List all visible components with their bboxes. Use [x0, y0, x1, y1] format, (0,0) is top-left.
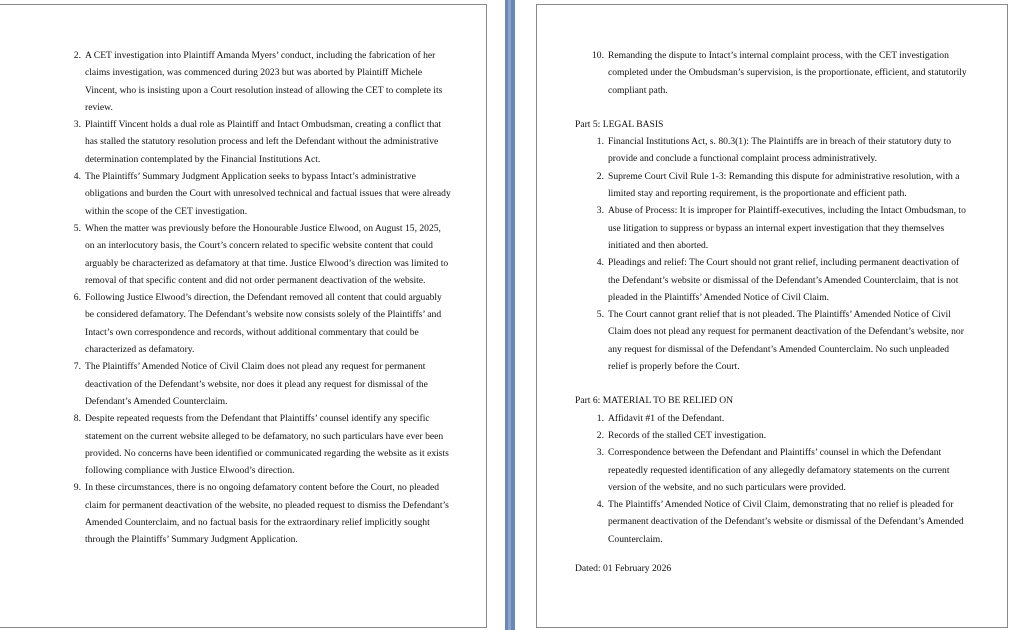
continued-paragraph-list [590, 47, 971, 99]
list-item-number: 6. [73, 292, 81, 304]
list-item-text: Financial Institutions Act, s. 80.3(1): The Plaintiffs are in breach of their statutory duty to provide and conclude a functional complaint process administratively. [608, 136, 952, 165]
list-item [67, 410, 451, 479]
list-item-text: Correspondence between the Defendant and Plaintiffs’ counsel in which the Defendant repeatedly requested identification of any allegedly defamatory statements on the current version of the website, and no such particulars were provided. [608, 447, 950, 493]
list-item-text: A CET investigation into Plaintiff Amanda Myers’ conduct, including the fabrication of her claims investigation, was commenced during 2023 but was aborted by Plaintiff Michele Vincent, who is insisting upon a Court resolution instead of allowing the CET to complete its review. [85, 50, 443, 113]
list-item-number: 4. [73, 171, 81, 183]
list-item-text: Supreme Court Civil Rule 1-3: Remanding this dispute for administrative resolution, with a limited stay and reporting requirement, is the proportionate and efficient path. [608, 170, 960, 200]
list-item-number: 2. [73, 50, 81, 61]
list-item-number: 3. [596, 205, 604, 217]
list-item-text: The Plaintiffs’ Amended Notice of Civil Claim does not plead any request for permanent deactivation of the Defendant’s website, nor does it plead any request for dismissal of the Defendant’s Amended Counterclaim. [85, 361, 428, 407]
document-page-right [536, 4, 1008, 628]
list-item-text: The Plaintiffs’ Summary Judgment Application seeks to bypass Intact’s administrative obligations and burden the Court with unresolved technical and factual issues that were already within the scope of the CET investigation. [85, 171, 451, 217]
list-item-text: Despite repeated requests from the Defendant that Plaintiffs’ counsel identify any specific statement on the current website alleged to be defamatory, no such particulars have ever been provided. No concerns have been identified or communicated regarding the website as it exists following compliance with Justice Elwood’s direction. [85, 413, 449, 477]
legal-basis-list [590, 133, 971, 375]
list-item-text: Following Justice Elwood’s direction, the Defendant removed all content that could arguably be considered defamatory. The Defendant’s website now consists solely of the Plaintiffs’ and Intact’s own correspondence and records, without additional commentary that could be characterized as defamatory. [85, 292, 442, 356]
list-item-text: Affidavit #1 of the Defendant. [608, 412, 725, 424]
list-item-text: Pleadings and relief: The Court should not grant relief, including permanent deactivation of the Defendant’s website or dismissal of the Defendant’s Amended Counterclaim, that is not pleaded in the Plaintiffs’ Amended Notice of Civil Claim. [608, 257, 960, 303]
page-right-content [575, 47, 971, 577]
list-item [590, 254, 971, 306]
list-item [590, 133, 971, 168]
list-item-text: In these circumstances, there is no ongoing defamatory content before the Court, no pleaded claim for permanent deactivation of the website, no pleaded request to dismiss the Defendant’s Amended Counterclaim, and no factual basis for the extraordinary relief implicitly sought through the Plaintiffs’ Summary Judgment Application. [85, 482, 449, 546]
list-item [590, 410, 971, 427]
list-item [590, 168, 971, 203]
list-item [67, 289, 451, 358]
list-item-number: 1. [596, 136, 604, 148]
list-item [590, 47, 971, 99]
part5-heading: Part 5: LEGAL BASIS [575, 118, 664, 130]
list-item-number: 2. [596, 429, 604, 441]
list-item [590, 444, 971, 496]
list-item-number: 2. [596, 170, 604, 182]
list-item [67, 358, 451, 410]
list-item [67, 220, 451, 289]
material-relied-on-list [590, 410, 971, 548]
list-item [67, 116, 451, 168]
list-item-text: Records of the stalled CET investigation. [608, 429, 767, 441]
list-item-number: 3. [596, 447, 604, 459]
list-item-text: When the matter was previously before the Honourable Justice Elwood, on August 15, 2025, on an interlocutory basis, the Court’s concern related to specific website content that could arguably be characterized as defamatory at that time. Justice Elwood’s direction was limited to removal of that specific content and did not order permanent deactivation of the website. [85, 222, 449, 286]
list-item-number: 10. [592, 50, 604, 61]
list-item-number: 5. [73, 222, 81, 234]
dated-line: Dated: 01 February 2026 [575, 563, 672, 575]
list-item [67, 47, 451, 116]
list-item-number: 9. [73, 482, 81, 494]
list-item-text: The Plaintiffs’ Amended Notice of Civil Claim, demonstrating that no relief is pleaded for permanent deactivation of the Defendant’s website or dismissal of the Defendant’s Amended Counterclaim. [608, 499, 964, 545]
list-item-number: 7. [73, 361, 81, 373]
page-left-content [67, 47, 451, 549]
list-item-text: Plaintiff Vincent holds a dual role as Plaintiff and Intact Ombudsman, creating a conflict that has stalled the statutory resolution process and left the Defendant without the administrative determination contemplated by the Financial Institutions Act. [85, 119, 442, 165]
list-item-number: 1. [596, 412, 604, 424]
list-item-text: The Court cannot grant relief that is not pleaded. The Plaintiffs’ Amended Notice of Civil Claim does not plead any request for permanent deactivation of the Defendant’s website, nor any request for dismissal of the Defendant’s Amended Counterclaim. No such unpleaded relief is properly before the Court. [608, 309, 964, 373]
list-item-number: 4. [596, 499, 604, 511]
list-item [67, 168, 451, 220]
list-item [590, 427, 971, 444]
document-page-left [0, 4, 487, 628]
list-item-text: Abuse of Process: It is improper for Plaintiff-executives, including the Intact Ombudsman, to use litigation to suppress or bypass an internal expert investigation that they themselves initiated and then aborted. [608, 205, 966, 251]
numbered-paragraph-list [67, 47, 451, 549]
list-item [590, 306, 971, 375]
list-item [67, 479, 451, 548]
part6-heading: Part 6: MATERIAL TO BE RELIED ON [575, 395, 734, 407]
page-divider-highlight [508, 0, 511, 630]
list-item-number: 4. [596, 257, 604, 269]
list-item-number: 3. [73, 119, 81, 131]
list-item-number: 8. [73, 413, 81, 425]
list-item [590, 202, 971, 254]
list-item-number: 5. [596, 309, 604, 321]
list-item [590, 496, 971, 548]
list-item-text: Remanding the dispute to Intact’s internal complaint process, with the CET investigation completed under the Ombudsman’s supervision, is the proportionate, efficient, and statutorily compliant path. [608, 50, 967, 96]
